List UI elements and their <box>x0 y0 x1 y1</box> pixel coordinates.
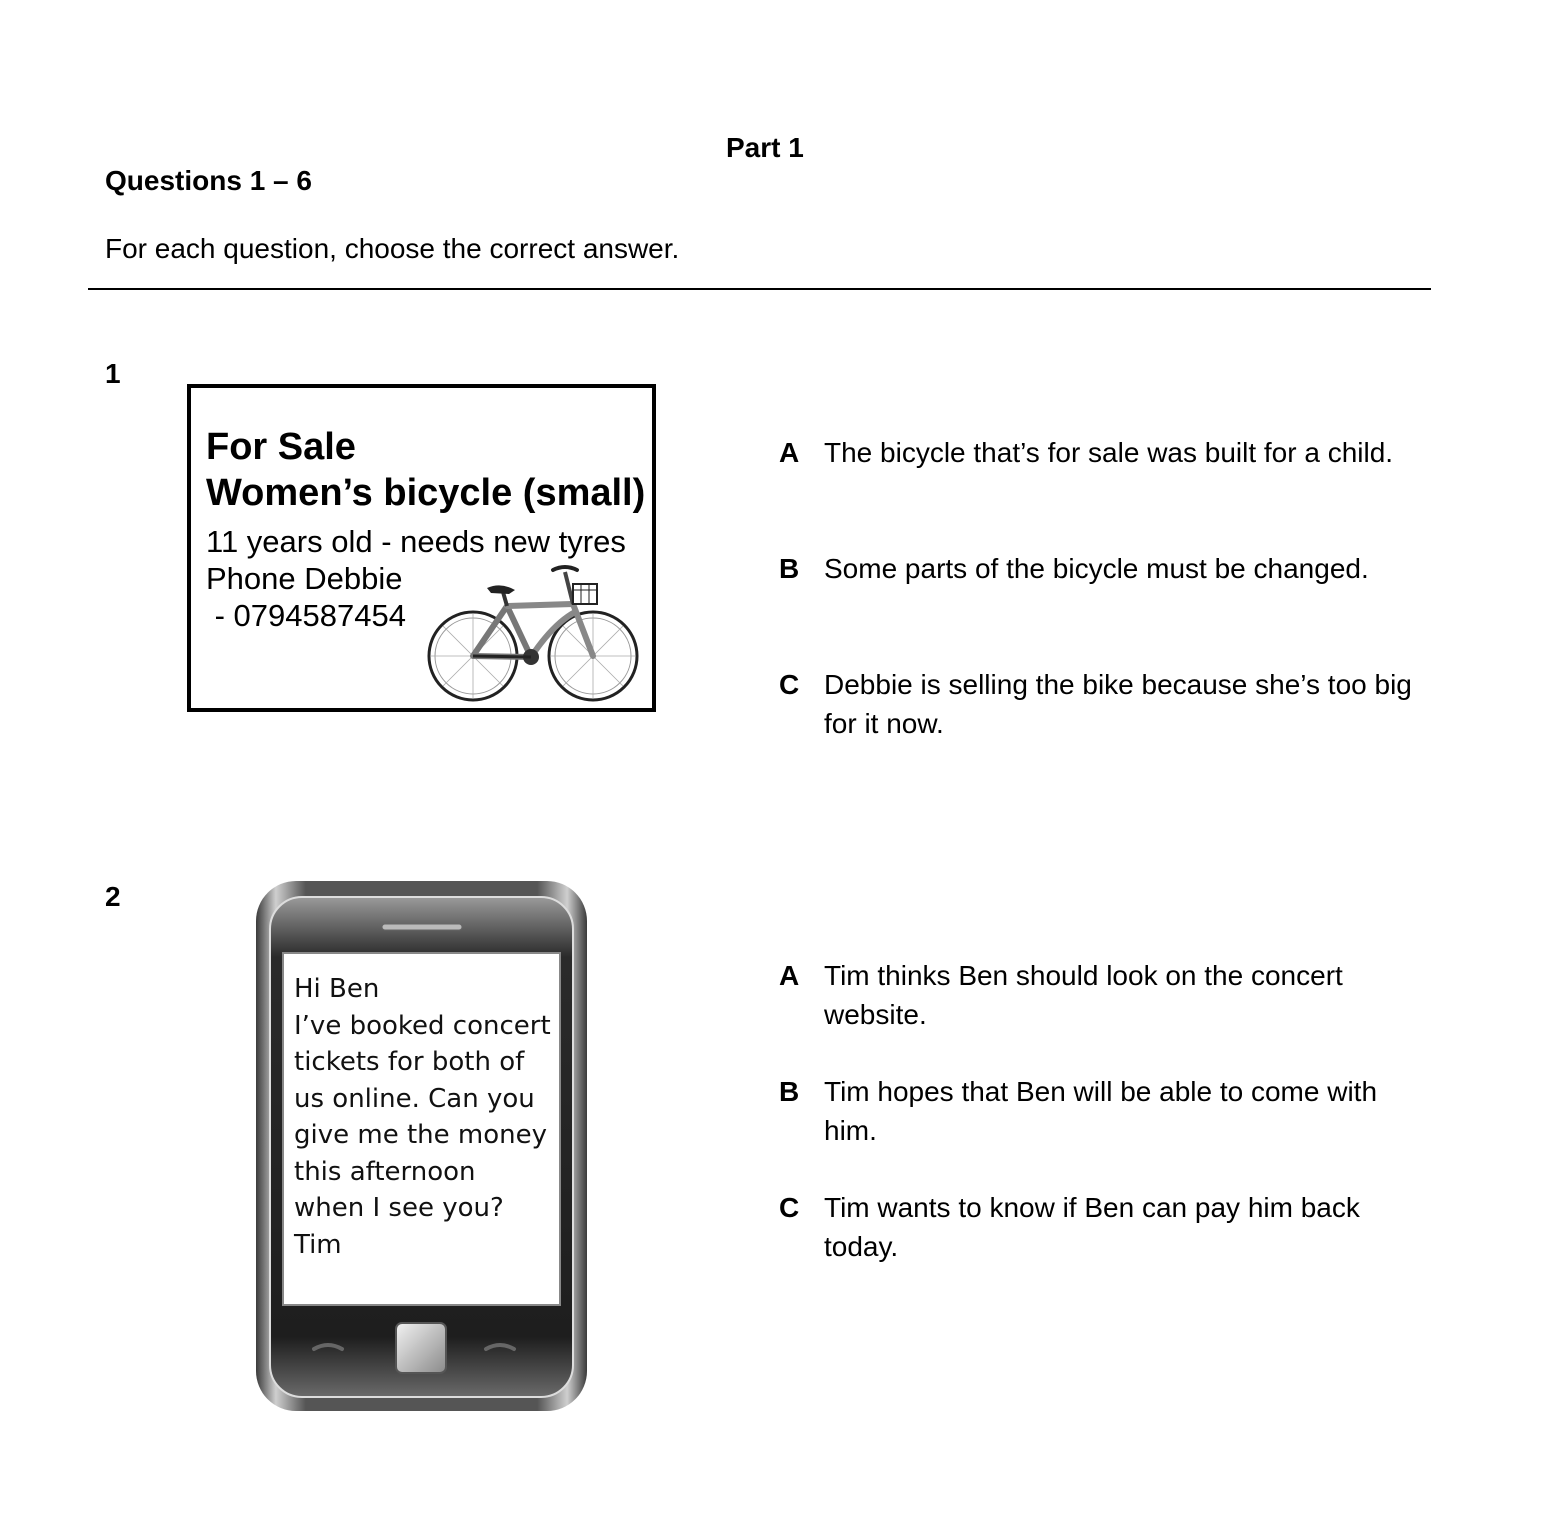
notice-line: Phone Debbie <box>206 561 403 596</box>
bicycle-image <box>423 564 645 704</box>
part-title: Part 1 <box>726 132 804 163</box>
option-text: Debbie is selling the bike because she’s too big for it now. <box>824 669 1412 739</box>
option-text: Tim hopes that Ben will be able to come with him. <box>824 1076 1378 1146</box>
notice-line: 11 years old - needs new tyres <box>206 524 626 559</box>
option-2b[interactable] <box>779 1072 1419 1150</box>
option-1a[interactable] <box>779 433 1419 472</box>
message-line: when I see you? <box>294 1193 504 1223</box>
option-text: Some parts of the bicycle must be changed. <box>824 553 1369 584</box>
option-2a[interactable] <box>779 956 1419 1034</box>
option-letter: B <box>779 553 800 584</box>
option-text: Tim wants to know if Ben can pay him back today. <box>824 1192 1360 1262</box>
option-letter: C <box>779 669 800 700</box>
notice-heading-line1: For Sale <box>206 426 356 468</box>
option-1b[interactable] <box>779 549 1419 588</box>
text-message <box>294 971 551 1263</box>
option-text: Tim thinks Ben should look on the concert website. <box>824 960 1343 1030</box>
option-1c[interactable] <box>779 665 1419 743</box>
option-letter: A <box>779 437 800 468</box>
question-number-2: 2 <box>105 881 121 912</box>
notice-line: - 0794587454 <box>206 598 406 633</box>
divider-line <box>88 288 1431 290</box>
notice-heading-line2: Women’s bicycle (small) <box>206 472 646 514</box>
message-line: Hi Ben <box>294 974 380 1004</box>
instruction-text: For each question, choose the correct answer. <box>105 233 680 264</box>
message-line: us online. Can you <box>294 1083 535 1114</box>
questions-range-heading: Questions 1 – 6 <box>105 165 312 196</box>
question-number-1: 1 <box>105 358 121 389</box>
message-line: tickets for both of <box>294 1047 525 1077</box>
option-letter: C <box>779 1192 800 1223</box>
message-line: Tim <box>294 1229 342 1260</box>
option-letter: B <box>779 1076 800 1107</box>
for-sale-notice <box>187 384 656 712</box>
option-letter: A <box>779 960 800 991</box>
option-2c[interactable] <box>779 1188 1419 1266</box>
message-line: give me the money <box>294 1120 547 1150</box>
option-text: The bicycle that’s for sale was built for a child. <box>824 437 1394 468</box>
message-line: this afternoon <box>294 1156 476 1187</box>
notice-heading <box>206 424 645 516</box>
message-line: I’ve booked concert <box>294 1010 551 1041</box>
